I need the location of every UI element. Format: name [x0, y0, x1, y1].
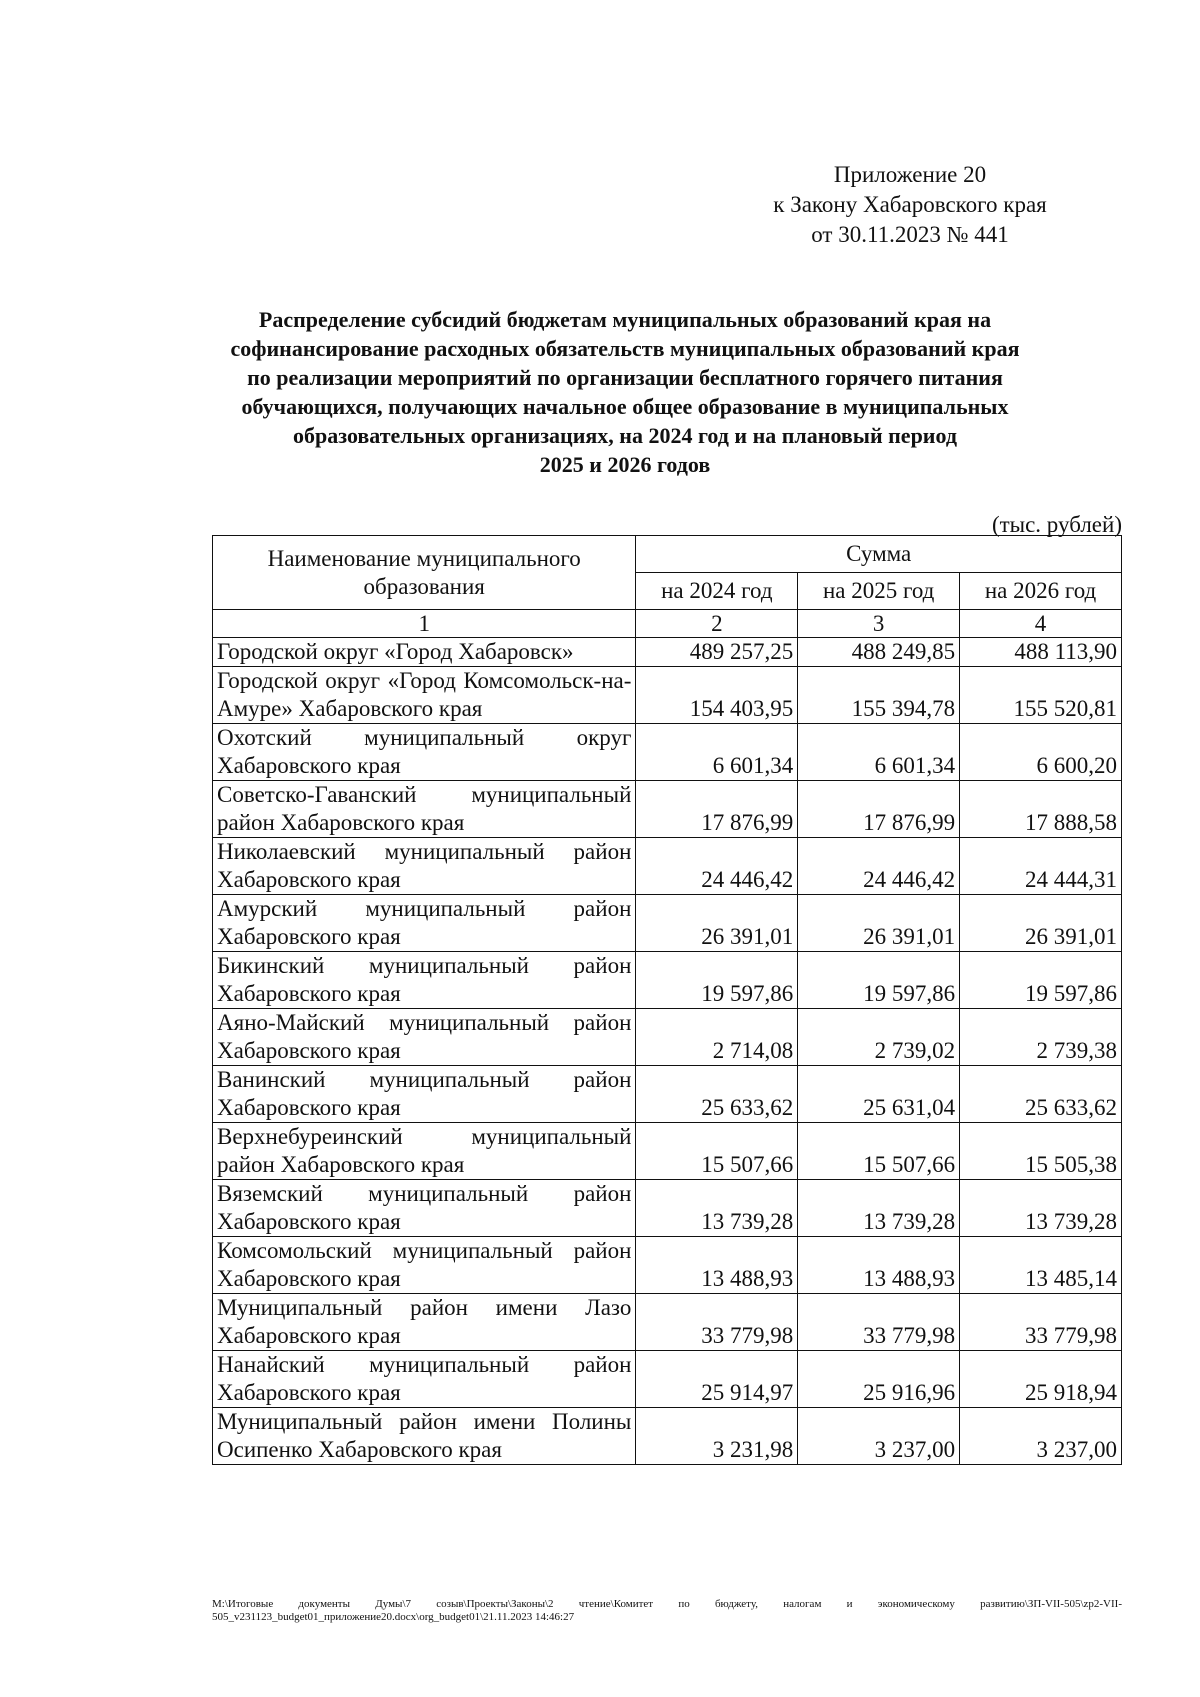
table-row: [213, 1237, 1122, 1294]
table-row: [213, 952, 1122, 1009]
amount-2025: 488 249,85: [798, 638, 960, 667]
column-number: 4: [960, 610, 1122, 638]
amount-2025: 155 394,78: [798, 667, 960, 724]
units-label: (тыс. рублей): [991, 512, 1122, 537]
table-row: [213, 1351, 1122, 1408]
header-sum: Сумма: [636, 536, 1122, 573]
amount-2024: 3 231,98: [636, 1408, 798, 1465]
amount-2026: 33 779,98: [960, 1294, 1122, 1351]
amount-2024: 33 779,98: [636, 1294, 798, 1351]
amount-2025: 3 237,00: [798, 1408, 960, 1465]
header-municipality: Наименование муниципального образования: [213, 536, 636, 610]
appendix-date: от 30.11.2023 № 441: [811, 222, 1009, 247]
title-line: софинансирование расходных обязательств муниципальных образований края: [230, 336, 1020, 361]
appendix-number: Приложение 20: [833, 162, 987, 187]
title-line: по реализации мероприятий по организации бесплатного горячего питания: [247, 365, 1003, 390]
municipality-name: Бикинский муниципальный район Хабаровского края: [213, 952, 636, 1009]
amount-2025: 13 739,28: [798, 1180, 960, 1237]
amount-2026: 17 888,58: [960, 781, 1122, 838]
amount-2025: 26 391,01: [798, 895, 960, 952]
municipality-name: Охотский муниципальный округ Хабаровского края: [213, 724, 636, 781]
municipality-name: Вяземский муниципальный район Хабаровского края: [213, 1180, 636, 1237]
municipality-name: Верхнебуреинский муниципальный район Хабаровского края: [213, 1123, 636, 1180]
header-year-2024: на 2024 год: [636, 573, 798, 610]
title-line: 2025 и 2026 годов: [539, 452, 711, 477]
municipality-name: Нанайский муниципальный район Хабаровского края: [213, 1351, 636, 1408]
amount-2026: 24 444,31: [960, 838, 1122, 895]
table-row: [213, 1294, 1122, 1351]
amount-2025: 15 507,66: [798, 1123, 960, 1180]
title-line: обучающихся, получающих начальное общее образование в муниципальных: [241, 394, 1009, 419]
amount-2026: 488 113,90: [960, 638, 1122, 667]
amount-2026: 155 520,81: [960, 667, 1122, 724]
table-row: [213, 1123, 1122, 1180]
table-row: [213, 1180, 1122, 1237]
amount-2025: 2 739,02: [798, 1009, 960, 1066]
amount-2025: 17 876,99: [798, 781, 960, 838]
amount-2026: 15 505,38: [960, 1123, 1122, 1180]
municipality-name: Ванинский муниципальный район Хабаровского края: [213, 1066, 636, 1123]
amount-2026: 26 391,01: [960, 895, 1122, 952]
column-number: 3: [798, 610, 960, 638]
amount-2024: 6 601,34: [636, 724, 798, 781]
amount-2025: 25 631,04: [798, 1066, 960, 1123]
column-number: 1: [213, 610, 636, 638]
amount-2024: 154 403,95: [636, 667, 798, 724]
table-row: [213, 638, 1122, 667]
amount-2024: 13 739,28: [636, 1180, 798, 1237]
table-row: [213, 1066, 1122, 1123]
municipality-name: Муниципальный район имени Лазо Хабаровского края: [213, 1294, 636, 1351]
amount-2024: 15 507,66: [636, 1123, 798, 1180]
table-row: [213, 838, 1122, 895]
table-row: [213, 1009, 1122, 1066]
appendix-reference: [700, 160, 1120, 250]
amount-2026: 2 739,38: [960, 1009, 1122, 1066]
municipality-name: Муниципальный район имени Полины Осипенко Хабаровского края: [213, 1408, 636, 1465]
table-row: [213, 667, 1122, 724]
table-row: [213, 724, 1122, 781]
table-row: [213, 1408, 1122, 1465]
amount-2026: 3 237,00: [960, 1408, 1122, 1465]
amount-2024: 17 876,99: [636, 781, 798, 838]
amount-2025: 33 779,98: [798, 1294, 960, 1351]
amount-2024: 25 633,62: [636, 1066, 798, 1123]
amount-2025: 19 597,86: [798, 952, 960, 1009]
municipality-name: Городской округ «Город Комсомольск-на-Амуре» Хабаровского края: [213, 667, 636, 724]
amount-2026: 13 739,28: [960, 1180, 1122, 1237]
municipality-name: Аяно-Майский муниципальный район Хабаровского края: [213, 1009, 636, 1066]
column-number: 2: [636, 610, 798, 638]
amount-2025: 6 601,34: [798, 724, 960, 781]
table-row: [213, 895, 1122, 952]
municipality-name: Амурский муниципальный район Хабаровского края: [213, 895, 636, 952]
municipality-name: Советско-Гаванский муниципальный район Хабаровского края: [213, 781, 636, 838]
amount-2024: 13 488,93: [636, 1237, 798, 1294]
amount-2024: 19 597,86: [636, 952, 798, 1009]
amount-2024: 25 914,97: [636, 1351, 798, 1408]
amount-2024: 489 257,25: [636, 638, 798, 667]
municipality-name: Городской округ «Город Хабаровск»: [213, 638, 636, 667]
header-year-2026: на 2026 год: [960, 573, 1122, 610]
title-line: образовательных организациях, на 2024 год и на плановый период: [293, 423, 957, 448]
amount-2024: 26 391,01: [636, 895, 798, 952]
subsidy-table: [212, 535, 1122, 1465]
header-year-2025: на 2025 год: [798, 573, 960, 610]
municipality-name: Комсомольский муниципальный район Хабаровского края: [213, 1237, 636, 1294]
amount-2025: 24 446,42: [798, 838, 960, 895]
amount-2026: 19 597,86: [960, 952, 1122, 1009]
title-line: Распределение субсидий бюджетам муниципальных образований края на: [258, 307, 992, 332]
appendix-law: к Закону Хабаровского края: [773, 192, 1047, 217]
amount-2026: 6 600,20: [960, 724, 1122, 781]
document-title: [195, 305, 1055, 479]
table-row: [213, 781, 1122, 838]
amount-2024: 2 714,08: [636, 1009, 798, 1066]
amount-2025: 13 488,93: [798, 1237, 960, 1294]
file-path-footer: M:\Итоговые документы Думы\7 созыв\Проекты\Законы\2 чтение\Комитет по бюджету, налогам и экономическому развитию\ЗП-VII-505\zp2-VII-505_v231123_budget01_приложение20.docx\org_budget01\21.11.2023 14:46:27: [212, 1598, 1122, 1623]
amount-2026: 13 485,14: [960, 1237, 1122, 1294]
amount-2024: 24 446,42: [636, 838, 798, 895]
municipality-name: Николаевский муниципальный район Хабаровского края: [213, 838, 636, 895]
amount-2025: 25 916,96: [798, 1351, 960, 1408]
amount-2026: 25 918,94: [960, 1351, 1122, 1408]
amount-2026: 25 633,62: [960, 1066, 1122, 1123]
